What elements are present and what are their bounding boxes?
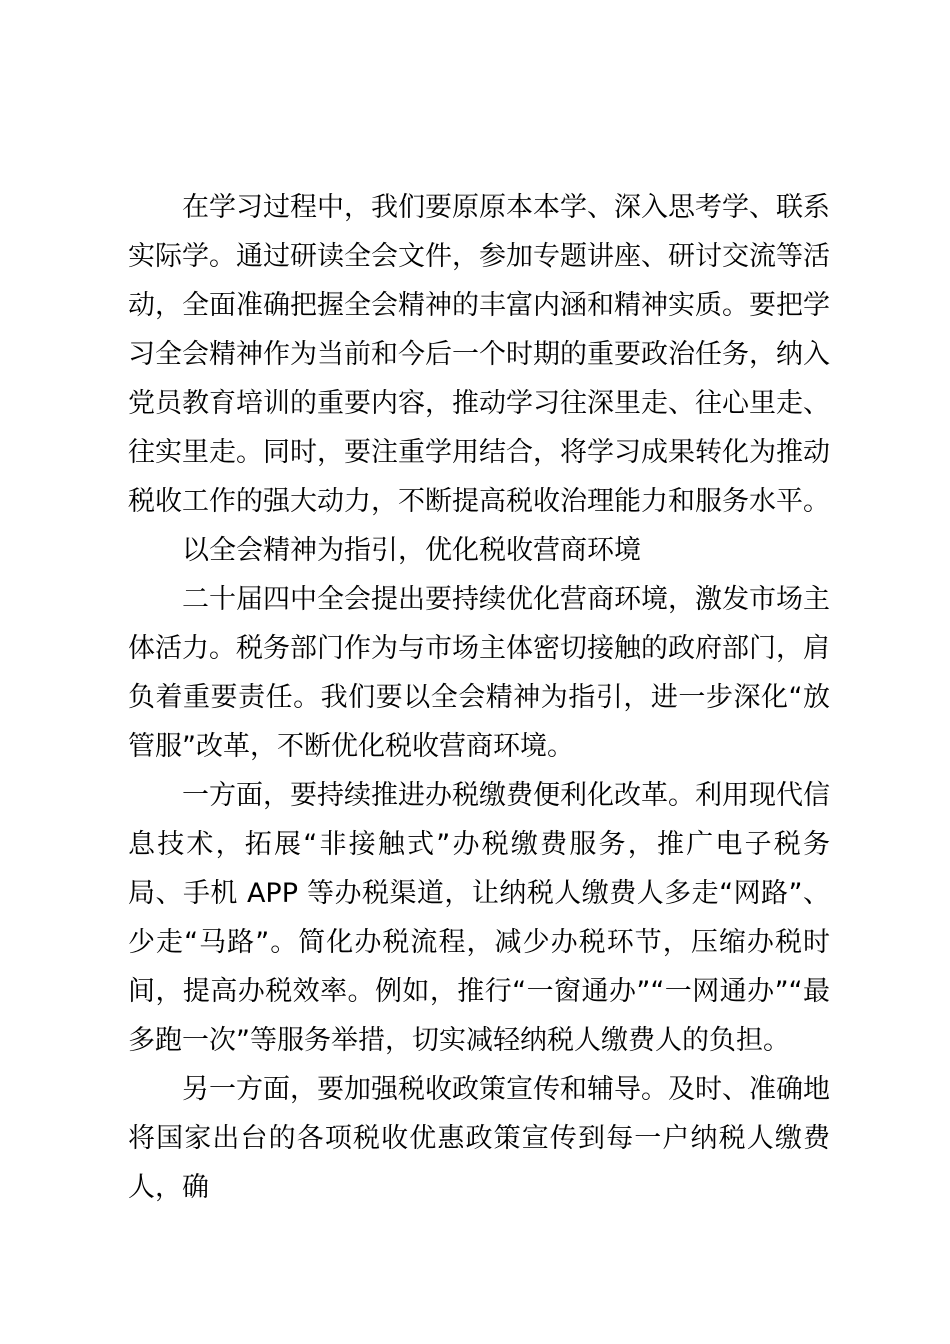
paragraph-study-process: 在学习过程中，我们要原原本本学、深入思考学、联系实际学。通过研读全会文件，参加专题讲座、研讨交流等活动，全面准确把握全会精神的丰富内涵和精神实质。要把学习全会精神作为当前和今后一个时期的重要政治任务，纳入党员教育培训的重要内容，推动学习往深里走、往心里走、往实里走。同时，要注重学用结合，将学习成果转化为推动税收工作的强大动力，不断提高税收治理能力和服务水平。 (128, 192, 830, 517)
paragraph-policy-publicity: 另一方面，要加强税收政策宣传和辅导。及时、准确地将国家出台的各项税收优惠政策宣传到每一户纳税人缴费人，确 (128, 1074, 830, 1203)
paragraph-business-environment: 二十届四中全会提出要持续优化营商环境，激发市场主体活力。税务部门作为与市场主体密切接触的政府部门，肩负着重要责任。我们要以全会精神为指引，进一步深化“放管服”改革，不断优化税收营商环境。 (128, 584, 830, 762)
section-heading: 以全会精神为指引，优化税收营商环境 (182, 535, 641, 566)
document-body (128, 183, 830, 1212)
paragraph-tax-convenience: 一方面，要持续推进办税缴费便利化改革。利用现代信息技术，拓展“非接触式”办税缴费服务，推广电子税务局、手机 APP 等办税渠道，让纳税人缴费人多走“网路”、少走“马路”。简化办税流程，减少办税环节，压缩办税时间，提高办税效率。例如，推行“一窗通办”“一网通办”“最多跑一次”等服务举措，切实减轻纳税人缴费人的负担。 (128, 780, 830, 1056)
